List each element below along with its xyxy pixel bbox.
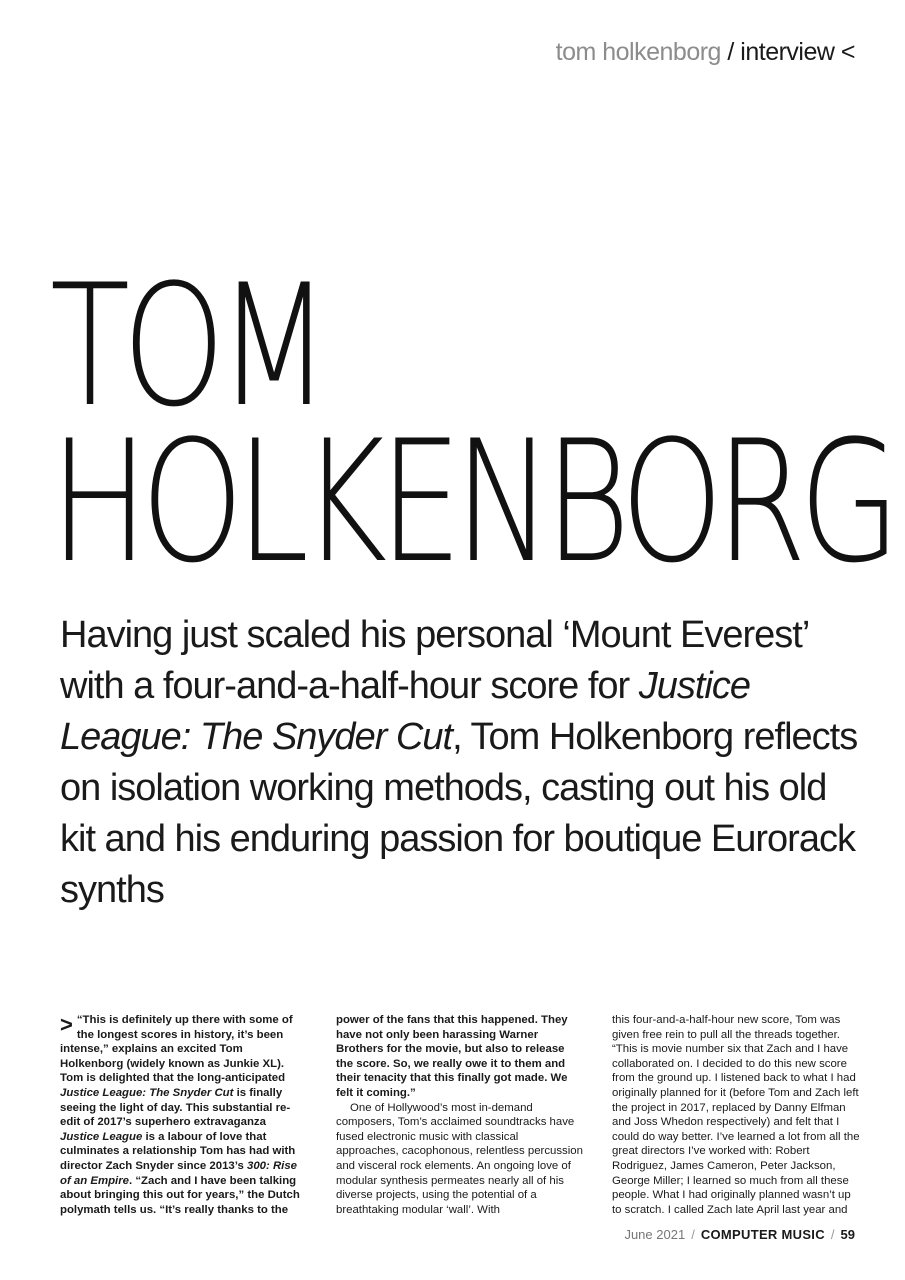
body-column-1: [60, 1013, 308, 1218]
running-head-separator: /: [720, 38, 741, 66]
intro-italic-2: Justice League: [60, 1130, 143, 1143]
running-head-section: interview <: [740, 38, 855, 66]
body-column-3: [612, 1013, 860, 1218]
folio: [624, 1227, 855, 1242]
folio-separator-1: /: [691, 1227, 695, 1242]
body-columns: [60, 1013, 860, 1218]
title-line-2: HOLKENBORG: [50, 404, 893, 601]
article-title: [50, 248, 893, 601]
folio-separator-2: /: [830, 1227, 835, 1242]
standfirst-film-title: Justice League: The Snyder Cut: [60, 665, 751, 758]
folio-date: June 2021: [624, 1227, 686, 1242]
standfirst-part-2: , Tom Holkenborg reflects on isolation working methods, casting out his old kit and his enduring passion for boutique Eurorack synths: [60, 716, 858, 911]
intro-paragraph: [60, 1013, 308, 1217]
standfirst: [60, 610, 870, 916]
intro-text-2: is finally seeing the light of day. This substantial re-edit of 2017’s superhero extravaganza: [60, 1086, 291, 1129]
standfirst-part-1: Having just scaled his personal ‘Mount Everest’ with a four-and-a-half-hour score for: [60, 614, 808, 707]
intro-text-1: “This is definitely up there with some of the longest scores in history, it’s been intense,” explains an excited Tom Holkenborg (widely known as Junkie XL). Tom is delighted that the long-anticipated: [60, 1014, 293, 1085]
intro-text-3: is a labour of love that culminates a relationship Tom has had with director Zach Snyder since 2013’s: [60, 1130, 296, 1172]
chevron-icon: >: [60, 1013, 73, 1037]
body-column-2: [336, 1013, 584, 1218]
running-head-subject: tom holkenborg: [555, 38, 721, 66]
folio-page-number: 59: [840, 1227, 855, 1242]
standfirst-paragraph: [60, 610, 870, 916]
body-paragraph-2: One of Hollywood’s most in-demand composers, Tom’s acclaimed soundtracks have fused electronic music with classical approaches, cacophonous, relentless percussion and visceral rock elements. An ongoing love of modular synthesis permeates nearly all of his diverse projects, using the potential of a breathtaking modular ‘wall’. With: [336, 1101, 583, 1216]
intro-italic-3: 300: Rise of an Empire: [60, 1159, 298, 1187]
intro-italic-1: Justice League: The Snyder Cut: [60, 1086, 234, 1099]
title-line-1: TOM: [50, 248, 323, 444]
intro-continuation: power of the fans that this happened. They have not only been harassing Warner Brothers for the movie, but also to release the score. So, we really owe it to them and their tenacity that this finally got made. We felt it coming.”: [336, 1014, 568, 1099]
body-paragraph-3: this four-and-a-half-hour new score, Tom was given free rein to pull all the threads together. “This is movie number six that Zach and I have collaborated on. I decided to do this new score from the ground up. I listened back to what I had originally planned for it (before Tom and Zach left the project in 2017, replaced by Danny Elfman and Joss Whedon respectively) and felt that I could do way better. I’ve learned a lot from all the great directors I’ve worked with: Robert Rodriguez, James Cameron, Peter Jackson, George Miller; I learned so much from all these people. What I had originally planned wasn’t up to scratch. I called Zach late April last year and: [612, 1014, 860, 1216]
running-head: [556, 38, 855, 67]
folio-magazine: COMPUTER MUSIC: [700, 1227, 825, 1242]
intro-text-4: . “Zach and I have been talking about bringing this out for years,” the Dutch polymath tells us. “It’s really thanks to the: [60, 1174, 300, 1216]
